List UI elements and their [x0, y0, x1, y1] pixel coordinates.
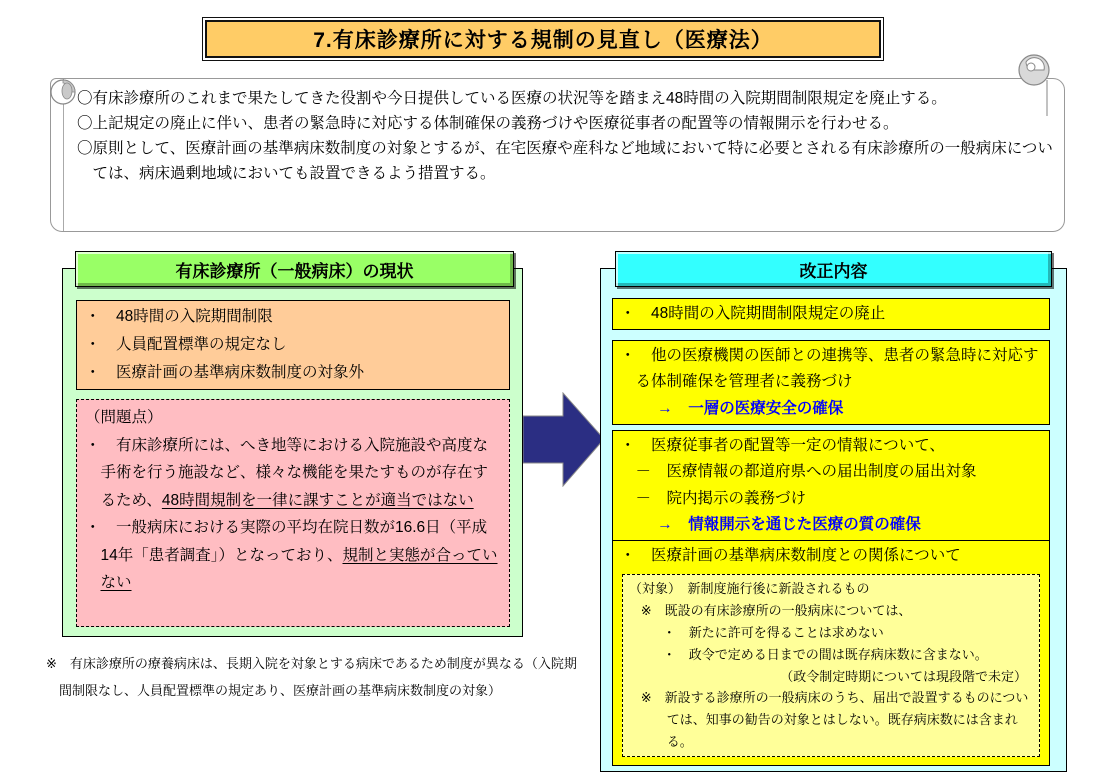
underlined-text: 規制と実態が合っていない	[100, 546, 498, 592]
emphasis-quality: → 情報開示を通じた医療の質の確保	[657, 516, 921, 534]
revision-item: ・ 医療計画の基準病床数制度との関係について	[620, 547, 961, 564]
revision-box-safety	[612, 340, 1050, 425]
detail-note1-item: ・ 新たに許可を得ることは求めない	[662, 625, 884, 640]
revision-header	[615, 251, 1052, 287]
detail-note1: ※ 既設の有床診療所の一般病床については、	[640, 603, 912, 619]
revision-item: ・ 48時間の入院期間制限規定の廃止	[620, 305, 886, 322]
page-title-text: 7.有床診療所に対する規制の見直し（医療法）	[313, 29, 773, 52]
scroll-curl-left-icon	[49, 78, 79, 108]
emphasis-safety: → 一層の医療安全の確保	[657, 399, 844, 417]
problem-item: ・ 有床診療所には、へき地等における入院施設や高度な手術を行う施設など、様々な機能を果たすものが存在するため、48時間規制を一律に課すことが適当ではない	[85, 436, 489, 509]
revision-box-bed-standard	[612, 540, 1050, 766]
revision-subitem: － 院内掲示の義務づけ	[635, 489, 807, 507]
revision-subitem: － 医療情報の都道府県への届出制度の届出対象	[635, 463, 977, 481]
detail-note1-paren: （政令制定時期については現段階で未定）	[780, 668, 1027, 684]
problems-box	[76, 399, 510, 627]
page-title	[205, 20, 881, 58]
detail-note1-item: ・ 政令で定める日までの間は既存病床数に含まない。	[662, 646, 988, 662]
underlined-text: 48時間規制を一律に課すことが適当ではない	[161, 491, 474, 509]
current-rule-item: ・ 48時間の入院期間制限	[85, 308, 273, 325]
overview-bullet: 〇上記規定の廃止に伴い、患者の緊急時に対応する体制確保の義務づけや医療従事者の配置等の情報開示を行わせる。	[77, 115, 899, 133]
overview-text	[77, 86, 1056, 186]
transition-arrow-icon	[523, 392, 605, 487]
problems-label: （問題点）	[85, 409, 163, 426]
overview-bullet: 〇有床診療所のこれまで果たしてきた役割や今日提供している医療の状況等を踏まえ48時間の入院期間制限規定を廃止する。	[77, 90, 947, 107]
current-rule-item: ・ 人員配置標準の規定なし	[85, 335, 287, 353]
overview-scroll	[50, 78, 1065, 232]
revision-box-information	[612, 430, 1050, 541]
current-status-header	[75, 251, 514, 287]
current-rules-box	[76, 300, 510, 390]
current-status-header-text: 有床診療所（一般病床）の現状	[175, 261, 414, 281]
detail-target: （対象） 新制度施行後に新設されるもの	[629, 581, 870, 597]
problem-item: ・ 一般病床における実際の平均在院日数が16.6日（平成14年「患者調査」）となっており、規制と実態が合っていない	[85, 519, 498, 592]
footnote: ※ 有床診療所の療養病床は、長期入院を対象とする病床であるため制度が異なる（入院期間制限なし、人員配置標準の規定あり、医療計画の基準病床数制度の対象）	[46, 656, 577, 699]
bed-standard-detail-box	[622, 574, 1040, 757]
overview-bullet: 〇原則として、医療計画の基準病床数制度の対象とするが、在宅医療や産科など地域において特に必要とされる有床診療所の一般病床については、病床過剰地域においても設置できるよう措置する。	[77, 140, 1053, 183]
detail-note2: ※ 新設する診療所の一般病床のうち、届出で設置するものについては、知事の勧告の対象とはしない。既存病床数には含まれる。	[640, 690, 1029, 750]
revision-item: ・ 他の医療機関の医師との連携等、患者の緊急時に対応する体制確保を管理者に義務づけ	[620, 347, 1039, 391]
current-rule-item: ・ 医療計画の基準病床数制度の対象外	[85, 363, 365, 381]
revision-box-abolition	[612, 298, 1050, 330]
revision-item: ・ 医療従事者の配置等一定の情報について、	[620, 437, 945, 454]
revision-header-text: 改正内容	[799, 261, 868, 281]
